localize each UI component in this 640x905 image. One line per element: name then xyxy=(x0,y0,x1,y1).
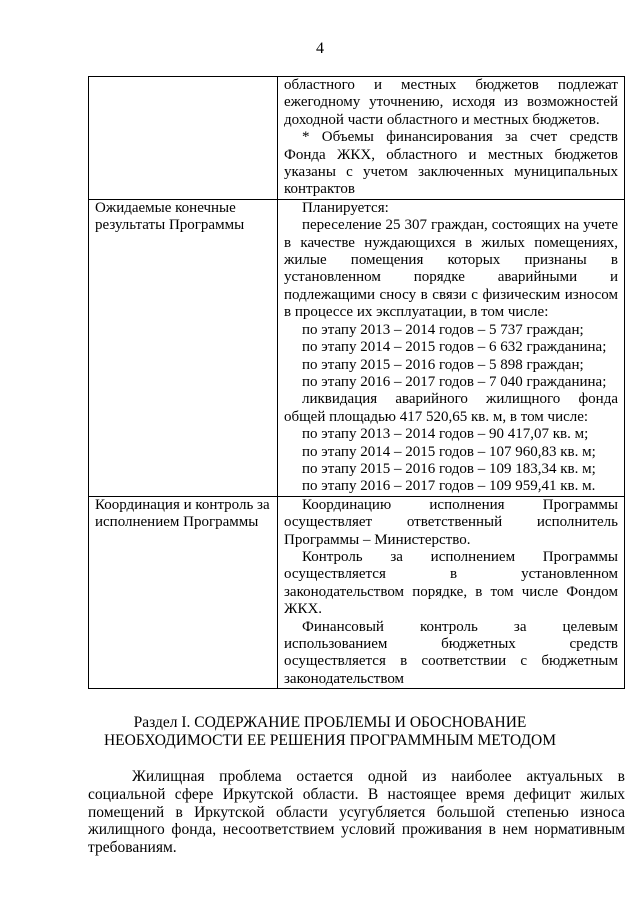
section-paragraph: Жилищная проблема остается одной из наиболее актуальных в социальной сфере Иркутской области. В настоящее время дефицит жилых помещений в Иркутской области усугубляется большой степенью износа жилищного фонда, несоответствием условий проживания в нем нормативным требованиям. xyxy=(88,768,625,857)
section-title-line-2: НЕОБХОДИМОСТИ ЕЕ РЕШЕНИЯ ПРОГРАММНЫМ МЕТОДОМ xyxy=(103,732,556,749)
results-intro: Планируется: xyxy=(302,199,389,216)
section-title xyxy=(60,714,600,750)
control-text-3: Финансовый контроль за целевым использованием бюджетных средств осуществляется в соответствии с бюджетным законодательством xyxy=(284,618,618,687)
citizen-stage-item: по этапу 2013 – 2014 годов – 5 737 граждан; xyxy=(302,321,584,338)
row-value-control xyxy=(278,496,625,688)
row-value-funding xyxy=(278,77,625,200)
results-liquidation: ликвидация аварийного жилищного фонда общей площадью 417 520,65 кв. м, в том числе: xyxy=(284,391,618,425)
control-text-1: Координацию исполнения Программы осуществляет ответственный исполнитель Программы – Министерство. xyxy=(284,496,618,548)
row-label-funding xyxy=(89,77,278,200)
row-label-results: Ожидаемые конечные результаты Программы xyxy=(89,199,278,496)
row-label-control: Координация и контроль за исполнением Программы xyxy=(89,496,278,688)
page-number: 4 xyxy=(316,40,324,57)
section-title-line-1: Раздел I. СОДЕРЖАНИЕ ПРОБЛЕМЫ И ОБОСНОВАНИЕ xyxy=(133,714,527,731)
citizen-stage-item: по этапу 2016 – 2017 годов – 7 040 гражданина; xyxy=(302,373,607,390)
area-stage-item: по этапу 2016 – 2017 годов – 109 959,41 кв. м. xyxy=(302,478,596,495)
control-text-2: Контроль за исполнением Программы осуществляется в установленном законодательством порядке, в том числе Фондом ЖКХ. xyxy=(284,548,618,618)
citizen-stage-item: по этапу 2015 – 2016 годов – 5 898 граждан; xyxy=(302,356,584,373)
funding-text-2: * Объемы финансирования за счет средств Фонда ЖКХ, областного и местных бюджетов указаны с учетом заключенных муниципальных контрактов xyxy=(284,129,618,198)
area-stage-item: по этапу 2015 – 2016 годов – 109 183,34 кв. м; xyxy=(302,460,596,477)
funding-text-1: областного и местных бюджетов подлежат ежегодному уточнению, исходя из возможностей доходной части областного и местных бюджетов. xyxy=(284,77,618,128)
program-passport-table xyxy=(88,76,625,689)
table-row-control xyxy=(89,496,625,688)
table-row-funding xyxy=(89,77,625,200)
citizen-stage-item: по этапу 2014 – 2015 годов – 6 632 гражданина; xyxy=(302,339,607,356)
area-stage-item: по этапу 2013 – 2014 годов – 90 417,07 кв. м; xyxy=(302,426,589,443)
results-resettlement: переселение 25 307 граждан, состоящих на учете в качестве нуждающихся в жилых помещениях, жилые помещения которых признаны в установленном порядке аварийными и подлежащими сносу в связи с физическим износом в процессе их эксплуатации, в том числе: xyxy=(284,217,618,321)
table-row-results xyxy=(89,199,625,496)
row-value-results xyxy=(278,199,625,496)
area-stage-item: по этапу 2014 – 2015 годов – 107 960,83 кв. м; xyxy=(302,443,596,460)
